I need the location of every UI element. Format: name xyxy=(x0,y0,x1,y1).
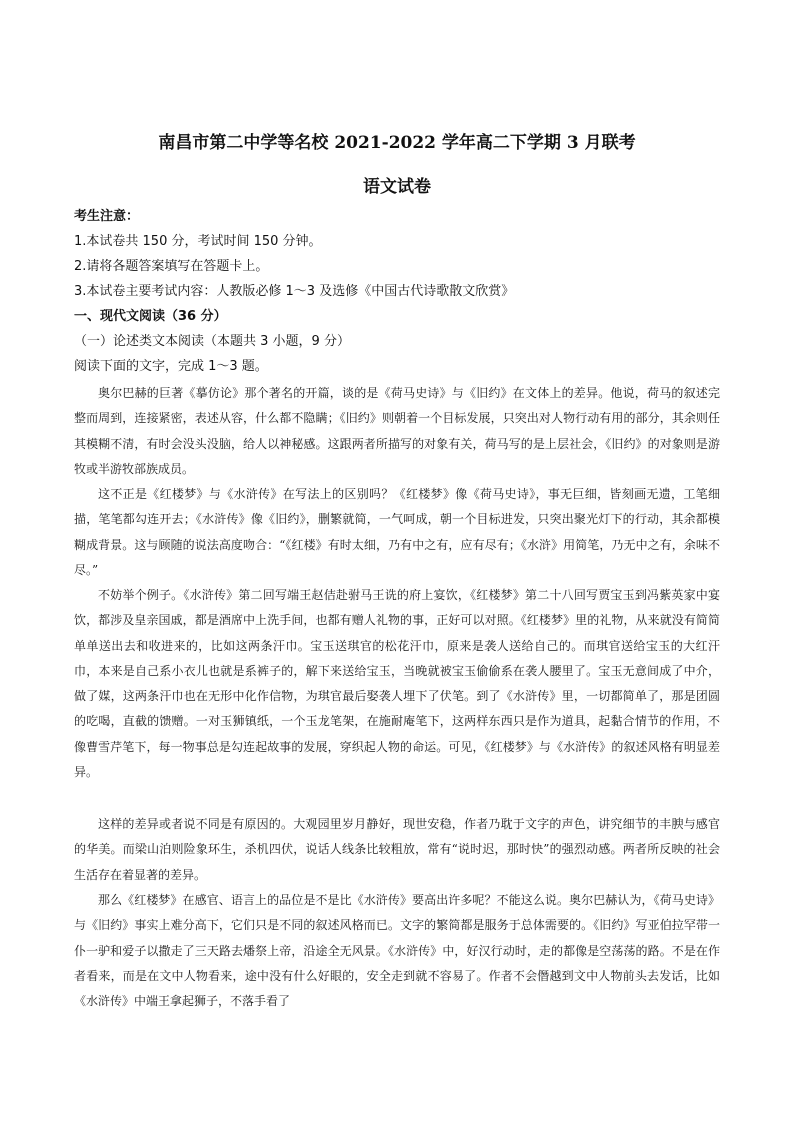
exam-title: 南昌市第二中学等名校 2021-2022 学年高二下学期 3 月联考 xyxy=(158,133,636,153)
article-paragraph-4: 这样的差异或者说不同是有原因的。大观园里岁月静好，现世安稳，作者乃耽于文字的声色，讲究细节的丰腴与感官的华美。而梁山泊则险象环生，杀机四伏，说话人线条比较粗放，常有“说时迟，那时快”的强烈动感。两者所反映的社会生活存在着显著的差异。 xyxy=(74,817,720,882)
article-paragraph-1: 奥尔巴赫的巨著《摹仿论》那个著名的开篇，谈的是《荷马史诗》与《旧约》在文体上的差异。他说，荷马的叙述完整而周到，连接紧密，表述从容，什么都不隐瞒；《旧约》则朝着一个目标发展，只突出对人物行动有用的部分，其余则任其模糊不清，有时会没头没脑，给人以神秘感。这跟两者所描写的对象有关，荷马写的是上层社会，《旧约》的对象则是游牧或半游牧部族成员。 xyxy=(74,386,720,476)
section-sub-heading: （一）论述类文本阅读（本题共 3 小题，9 分） xyxy=(74,334,350,349)
section-heading: 一、现代文阅读（36 分） xyxy=(74,309,227,324)
notice-item-2: 2.请将各题答案填写在答题卡上。 xyxy=(74,259,269,274)
notice-item-1: 1.本试卷共 150 分，考试时间 150 分钟。 xyxy=(74,234,322,249)
notice-item-3: 3.本试卷主要考试内容：人教版必修 1～3 及选修《中国古代诗歌散文欣赏》 xyxy=(74,284,515,299)
notice-heading: 考生注意： xyxy=(74,209,140,224)
article-paragraph-3: 不妨举个例子。《水浒传》第二回写端王赵佶赴驸马王诜的府上宴饮，《红楼梦》第二十八回写贾宝玉到冯紫英家中宴饮，都涉及皇亲国戚，都是酒席中上洗手间，也都有赠人礼物的事，正好可以对照。《红楼梦》里的礼物，从来就没有简简单单送出去和收进来的，比如这两条汗巾。宝玉送琪官的松花汗巾，原来是袭人送给自己的。而琪官送给宝玉的大红汗巾，本来是自己系小衣儿也就是系裤子的，解下来送给宝玉，当晚就被宝玉偷偷系在袭人腰里了。宝玉无意间成了中介，做了媒，这两条汗巾也在无形中化作信物，为琪官最后娶袭人埋下了伏笔。到了《水浒传》里，一切都简单了，那是团圆的吃喝，直截的馈赠。一对玉狮镇纸，一个玉龙笔架，在施耐庵笔下，这两样东西只是作为道具，起黏合情节的作用，不像曹雪芹笔下，每一物事总是勾连起故事的发展，穿织起人物的命运。可见，《红楼梦》与《水浒传》的叙述风格有明显差异。 xyxy=(74,588,720,780)
article-paragraph-5: 那么《红楼梦》在感官、语言上的品位是不是比《水浒传》要高出许多呢？不能这么说。奥尔巴赫认为，《荷马史诗》与《旧约》事实上难分高下，它们只是不同的叙述风格而已。文字的繁简都是服务于总体需要的。《旧约》写亚伯拉罕带一仆一驴和爱子以撒走了三天路去燔祭上帝，沿途全无风景。《水浒传》中，好汉行动时，走的都像是空荡荡的路。不是在作者看来，而是在文中人物看来，途中没有什么好眼的，安全走到就不容易了。作者不会僭越到文中人物前头去发话，比如《水浒传》中端王拿起狮子，不落手看了 xyxy=(74,893,720,1009)
exam-subtitle: 语文试卷 xyxy=(363,177,431,197)
section-instruction: 阅读下面的文字，完成 1～3 题。 xyxy=(74,359,268,374)
article-paragraph-2: 这不正是《红楼梦》与《水浒传》在写法上的区别吗？《红楼梦》像《荷马史诗》，事无巨细，皆刻画无遗，工笔细描，笔笔都勾连开去；《水浒传》像《旧约》，删繁就简，一气呵成，朝一个目标进发，只突出聚光灯下的行动，其余都模糊成背景。这与顾随的说法高度吻合：“《红楼》有时太细，乃有中之有，应有尽有；《水浒》用简笔，乃无中之有，余味不尽。” xyxy=(74,487,720,577)
